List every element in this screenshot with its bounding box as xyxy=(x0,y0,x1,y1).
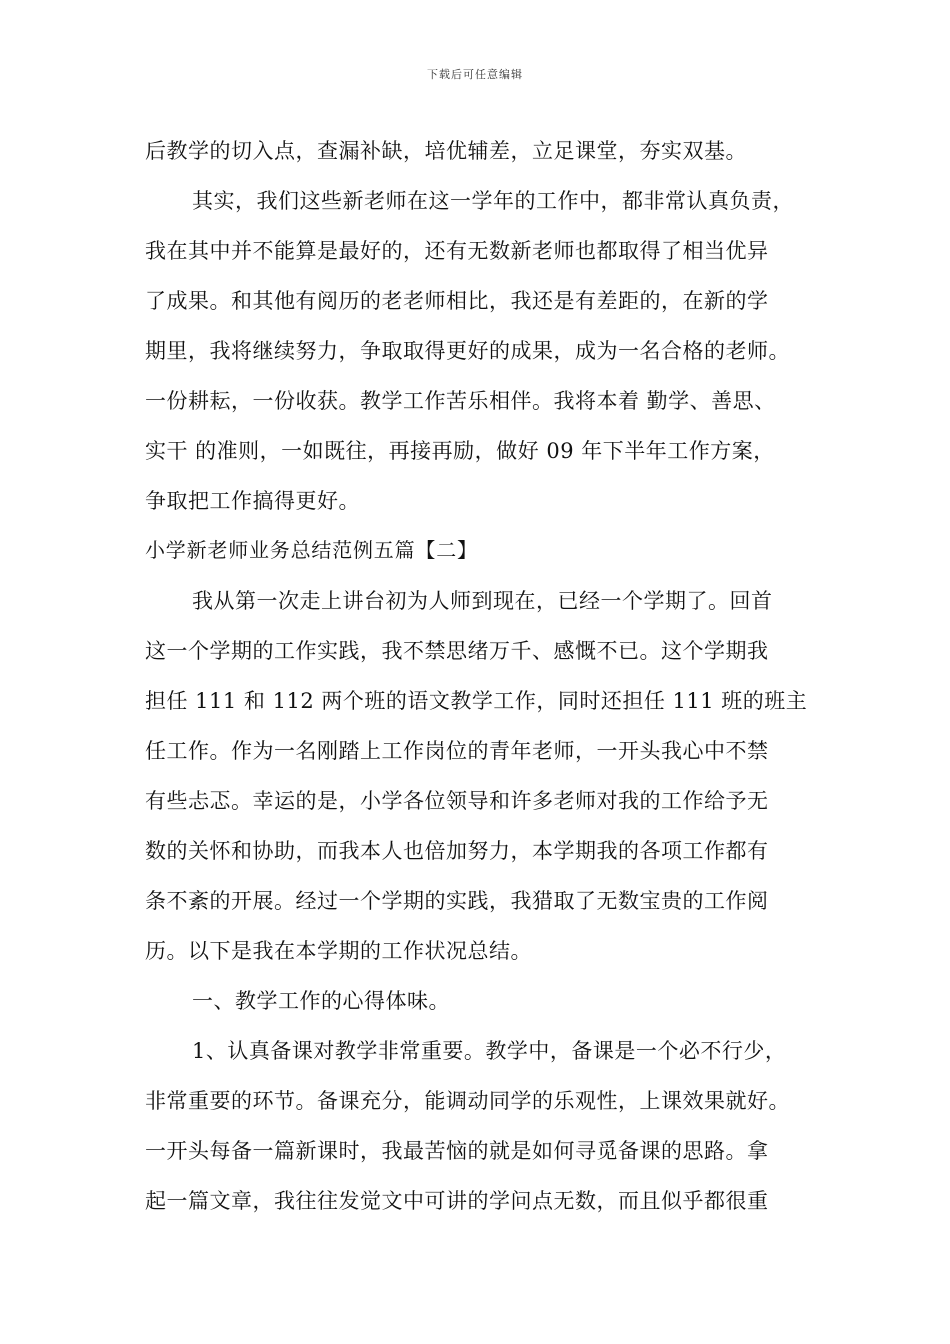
body-line: 起一篇文章，我往往发觉文中可讲的学问点无数，而且似乎都很重 xyxy=(145,1189,769,1213)
paragraph-first-line: 我从第一次走上讲台初为人师到现在，已经一个学期了。回首 xyxy=(192,589,773,613)
body-line: 后教学的切入点，查漏补缺，培优辅差，立足课堂，夯实双基。 xyxy=(145,139,747,163)
body-line: 一份耕耘，一份收获。教学工作苦乐相伴。我将本着 勤学、善思、 xyxy=(145,389,776,413)
body-line: 有些忐忑。幸运的是，小学各位领导和许多老师对我的工作给予无 xyxy=(145,789,769,813)
body-line: 任工作。作为一名刚踏上工作岗位的青年老师，一开头我心中不禁 xyxy=(145,739,769,763)
section-heading: 小学新老师业务总结范例五篇【二】 xyxy=(145,538,478,562)
body-line: 争取把工作搞得更好。 xyxy=(145,489,360,513)
body-line: 我在其中并不能算是最好的，还有无数新老师也都取得了相当优异 xyxy=(145,239,769,263)
body-line: 数的关怀和协助，而我本人也倍加努力，本学期我的各项工作都有 xyxy=(145,839,769,863)
body-line: 这一个学期的工作实践，我不禁思绪万千、感慨不已。这个学期我 xyxy=(145,639,769,663)
body-line: 实干 的准则，一如既往，再接再励，做好 09 年下半年工作方案， xyxy=(145,439,775,463)
body-line: 非常重要的环节。备课充分，能调动同学的乐观性，上课效果就好。 xyxy=(145,1089,790,1113)
page-header: 下载后可任意编辑 xyxy=(427,68,523,81)
body-line: 了成果。和其他有阅历的老老师相比，我还是有差距的，在新的学 xyxy=(145,289,769,313)
body-line: 一开头每备一篇新课时，我最苦恼的就是如何寻觅备课的思路。拿 xyxy=(145,1139,769,1163)
paragraph-first-line: 1、认真备课对教学非常重要。教学中，备课是一个必不行少， xyxy=(192,1039,787,1063)
body-line: 条不紊的开展。经过一个学期的实践，我猎取了无数宝贵的工作阅 xyxy=(145,889,769,913)
body-line: 历。以下是我在本学期的工作状况总结。 xyxy=(145,939,532,963)
paragraph-first-line: 其实，我们这些新老师在这一学年的工作中，都非常认真负责， xyxy=(192,189,794,213)
body-line: 担任 111 和 112 两个班的语文教学工作，同时还担任 111 班的班主 xyxy=(145,689,808,713)
subsection-heading: 一、教学工作的心得体味。 xyxy=(192,989,450,1013)
body-line: 期里，我将继续努力，争取取得更好的成果，成为一名合格的老师。 xyxy=(145,339,790,363)
